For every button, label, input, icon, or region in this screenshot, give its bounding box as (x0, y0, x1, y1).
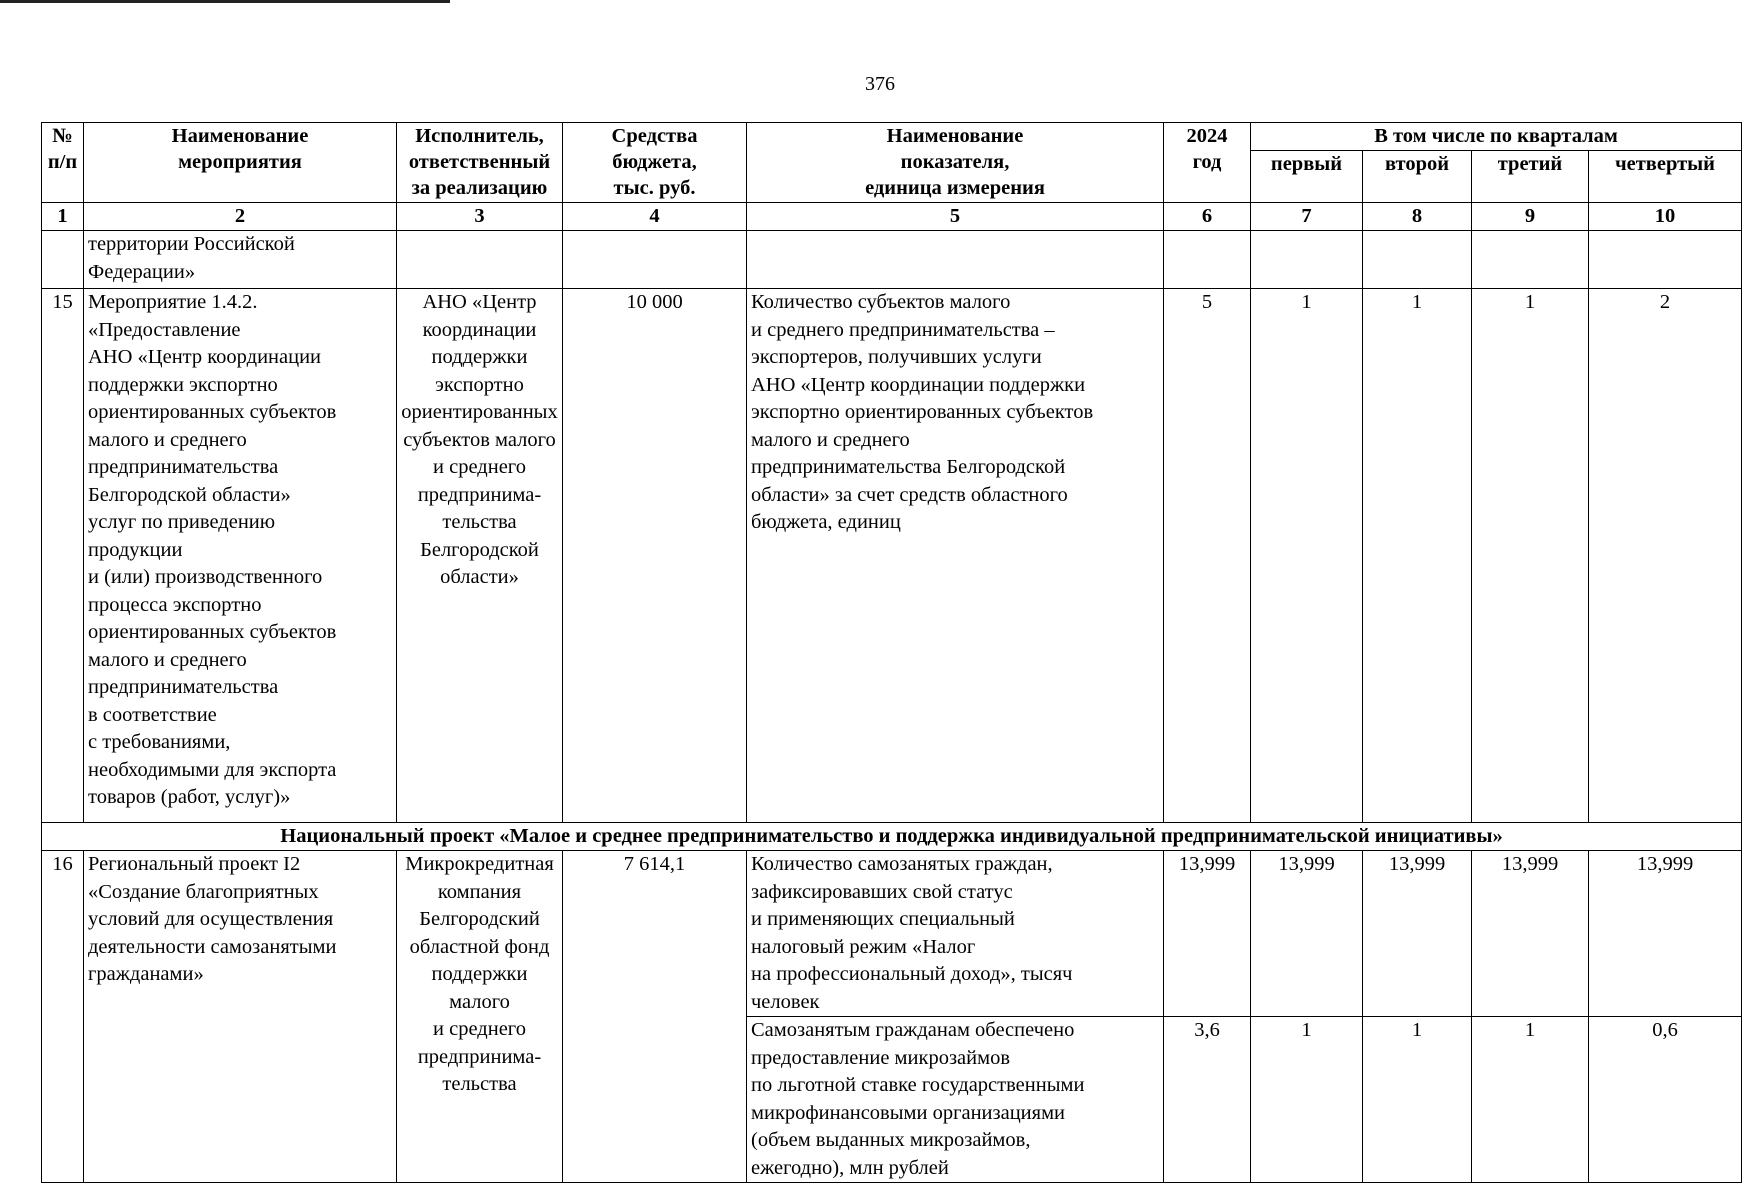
column-number: 6 (1164, 203, 1251, 231)
cell-q1-value: 1 (1251, 1017, 1363, 1183)
cell-q3-value: 1 (1472, 1017, 1589, 1183)
cell-indicator: Самозанятым гражданам обеспечено предоставление микрозаймов по льготной ставке государственными микрофинансовыми организациями (объем выданных микрозаймов, ежегодно), млн рублей (747, 1017, 1164, 1183)
header-row-number: № п/п (42, 123, 84, 203)
cell-executor: АНО «Центр координации поддержки экспортно ориентированных субъектов малого и среднего предпринима- тельства Белгородской области» (397, 289, 563, 823)
cell-q3-empty (1472, 231, 1589, 289)
header-quarter-4: четвертый (1589, 151, 1742, 203)
header-activity-name: Наименование мероприятия (84, 123, 397, 203)
header-budget: Средства бюджета, тыс. руб. (563, 123, 747, 203)
column-number: 8 (1363, 203, 1472, 231)
cell-budget-empty (563, 231, 747, 289)
cell-q2-value: 1 (1363, 1017, 1472, 1183)
cell-q3-value: 1 (1472, 289, 1589, 823)
header-executor: Исполнитель, ответственный за реализацию (397, 123, 563, 203)
table-row-continuation (42, 231, 1742, 289)
page-number: 376 (865, 73, 895, 95)
cell-activity-name: территории Российской Федерации» (84, 231, 397, 289)
activities-table (41, 122, 1742, 1183)
column-number: 5 (747, 203, 1164, 231)
cell-q2-empty (1363, 231, 1472, 289)
column-number: 10 (1589, 203, 1742, 231)
header-quarter-1: первый (1251, 151, 1363, 203)
table-row-16 (42, 851, 1742, 1017)
column-number: 2 (84, 203, 397, 231)
cell-activity-name: Мероприятие 1.4.2. «Предоставление АНО «Центр координации поддержки экспортно ориентированных субъектов малого и среднего предпринимательства Белгородской области» услуг по приведению продукции и (или) производственного процесса экспортно ориентированных субъектов малого и среднего предпринимательства в соответствие с требованиями, необходимыми для экспорта товаров (работ, услуг)» (84, 289, 397, 823)
cell-q3-value: 13,999 (1472, 851, 1589, 1017)
cell-activity-name: Региональный проект I2 «Создание благоприятных условий для осуществления деятельности самозанятыми гражданами» (84, 851, 397, 1183)
cell-q4-value: 0,6 (1589, 1017, 1742, 1183)
header-quarter-3: третий (1472, 151, 1589, 203)
column-number: 3 (397, 203, 563, 231)
cell-year-empty (1164, 231, 1251, 289)
cell-q2-value: 13,999 (1363, 851, 1472, 1017)
scan-edge-mark (0, 0, 450, 3)
cell-q4-empty (1589, 231, 1742, 289)
cell-indicator: Количество субъектов малого и среднего предпринимательства – экспортеров, получивших услуги АНО «Центр координации поддержки экспортно ориентированных субъектов малого и среднего предпринимательства Белгородской области» за счет средств областного бюджета, единиц (747, 289, 1164, 823)
section-title: Национальный проект «Малое и среднее предпринимательство и поддержка индивидуальной предпринимательской инициативы» (42, 823, 1742, 851)
cell-row-number: 15 (42, 289, 84, 823)
cell-executor: Микрокредитная компания Белгородский областной фонд поддержки малого и среднего предпринима- тельства (397, 851, 563, 1183)
cell-q4-value: 13,999 (1589, 851, 1742, 1017)
header-year: 2024 год (1164, 123, 1251, 203)
cell-executor-empty (397, 231, 563, 289)
header-row-top (42, 123, 1742, 151)
cell-year-value: 3,6 (1164, 1017, 1251, 1183)
cell-budget: 7 614,1 (563, 851, 747, 1183)
cell-budget: 10 000 (563, 289, 747, 823)
column-number: 7 (1251, 203, 1363, 231)
cell-q2-value: 1 (1363, 289, 1472, 823)
cell-q1-value: 1 (1251, 289, 1363, 823)
cell-year-value: 13,999 (1164, 851, 1251, 1017)
cell-indicator-empty (747, 231, 1164, 289)
header-indicator: Наименование показателя, единица измерения (747, 123, 1164, 203)
section-heading-row (42, 823, 1742, 851)
cell-q4-value: 2 (1589, 289, 1742, 823)
cell-q1-empty (1251, 231, 1363, 289)
header-quarters-group: В том числе по кварталам (1251, 123, 1742, 151)
cell-q1-value: 13,999 (1251, 851, 1363, 1017)
column-number: 9 (1472, 203, 1589, 231)
header-quarter-2: второй (1363, 151, 1472, 203)
cell-indicator: Количество самозанятых граждан, зафиксировавших свой статус и применяющих специальный налоговый режим «Налог на профессиональный доход», тысяч человек (747, 851, 1164, 1017)
column-numbers-row (42, 203, 1742, 231)
cell-row-number: 16 (42, 851, 84, 1183)
table-row-15 (42, 289, 1742, 823)
column-number: 1 (42, 203, 84, 231)
column-number: 4 (563, 203, 747, 231)
cell-year-value: 5 (1164, 289, 1251, 823)
cell-number-empty (42, 231, 84, 289)
